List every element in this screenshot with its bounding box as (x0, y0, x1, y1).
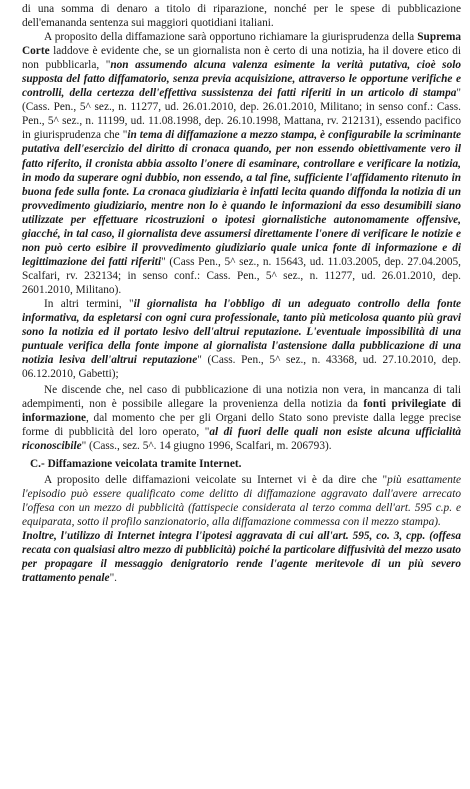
text-run: A proposito delle diffamazioni veicolate su Internet vi è da dire che " (44, 473, 388, 486)
text-run: di una somma di denaro a titolo di riparazione, nonché per le spese di pubblicazione dell'emananda sentenza sui maggiori quotidiani italiani. (22, 3, 461, 30)
paragraph-aggravated (22, 529, 461, 585)
text-run: ". (109, 571, 117, 584)
text-run: il giornalista ha l'obbligo di un adeguato controllo della fonte informativa, da espletarsi con ogni cura professionale, tanto più meticolosa quanto più gravi sono la notizia ed il portato lesivo dell'altrui reputazione. L'eventuale impossibilità di una puntuale verifica della fonte impone al giornalista l'astensione dalla pubblicazione di una notizia lesiva dell'altrui reputazione (22, 297, 461, 367)
paragraph-reparation (22, 2, 461, 30)
text-run: " (Cass. Pen., 5^ sez., n. 11277, ud. 26.01.2010, dep. 26.01.2010, Militano; in senso conf.: Cass. Pen., 5^ sez., n. 11199, ud. 11.08.1998, dep. 26.10.1998, Mattana, rv. 212131), essendo pacifico in giurisprudenza che " (22, 87, 461, 142)
text-run: In altri termini, " (44, 297, 134, 310)
text-run: più esattamente l'episodio può essere qualificato come delitto di diffamazione aggravato dall'avere arrecato l'offesa con un mezzo di pubblicità (fattispecie considerata al terzo comma dell'art. 595 c.p. e equiparata, sotto il profilo sanzionatorio, alla diffamazione commessa con il mezzo stampa). (22, 473, 462, 528)
paragraph-internet (22, 473, 461, 529)
text-run: laddove è evidente che, se un giornalista non è certo di una notizia, ha il dovere etico di non pubblicarla, " (22, 45, 461, 72)
text-run: " (Cass. Pen., 5^ sez., n. 43368, ud. 27.10.2010, dep. 06.12.2010, Gabetti); (22, 354, 461, 381)
paragraph-in-other-words (22, 297, 461, 381)
text-run: fonti privilegiate di informazione (22, 398, 461, 425)
paragraph-supreme-court (22, 30, 461, 297)
text-run: Inoltre, l'utilizzo di Internet integra l'ipotesi aggravata di cui all'art. 595, co. 3, cpp. (offesa recata con qualsiasi altro mezzo di pubblicità) poiché la particolare diffusività del mezzo usato per propagare il messaggio denigratorio rende l'agente meritevole di un più severo trattamento penale (22, 529, 461, 584)
text-run: Suprema Corte (22, 31, 461, 58)
text-run: " (Cass Pen., 5^ sez., n. 15643, ud. 11.03.2005, dep. 27.04.2005, Scalfari, rv. 232134; in senso conf.: Cass. Pen., 5^ sez., n. 11277, ud. 26.01.2010, dep. 2601.2010, Militano). (22, 255, 461, 296)
text-run: , dal momento che per gli Organi dello Stato sono previste dalla legge precise forme di pubblicità del loro operato, " (22, 412, 461, 439)
section-heading: C.- Diffamazione veicolata tramite Internet. (30, 457, 242, 470)
text-run: " (Cass., sez. 5^. 14 giugno 1996, Scalfari, m. 206793). (81, 440, 332, 453)
text-run: A proposito della diffamazione sarà opportuno richiamare la giurisprudenza della (44, 31, 418, 44)
text-run: non assumendo alcuna valenza esimente la verità putativa, cioè solo supposta del fatto diffamatorio, senza previa acquisizione, attraverso le opportune verifiche e controlli, della certezza dell'effettiva sussistenza dei fatti riferiti in un articolo di stampa (22, 59, 462, 100)
text-run: al di fuori delle quali non esiste alcuna ufficialità riconoscibile (22, 426, 461, 453)
paragraph-consequence (22, 383, 461, 453)
text-run: in tema di diffamazione a mezzo stampa, è configurabile la scriminante putativa dell'esercizio del diritto di cronaca quando, per non essendo obiettivamente vero il fatto riferito, il cronista abbia assolto l'onere di esaminare, controllare e verificare la notizia, in modo da superare ogni dubbio, non essendo, a tal fine, sufficiente l'affidamento ritenuto in buona fede sulla fonte. La cronaca giudiziaria è infatti lecita quando diffonda la notizia di un provvedimento giudiziario, mentre non lo è quando le informazioni da esso desumibili siano utilizzate per effettuare ricostruzioni o ipotesi giornalistiche autonomamente offensive, giacché, in tal caso, il giornalista deve assumersi direttamente l'onere di verificare le notizie e non può certo esibire il provvedimento giudiziario quale unica fonte di informazione e di legittimazione dei fatti riferiti (22, 129, 461, 268)
text-run: Ne discende che, nel caso di pubblicazione di una notizia non vera, in mancanza di tali adempimenti, non è possibile allegare la provenienza della notizia da (22, 384, 461, 411)
